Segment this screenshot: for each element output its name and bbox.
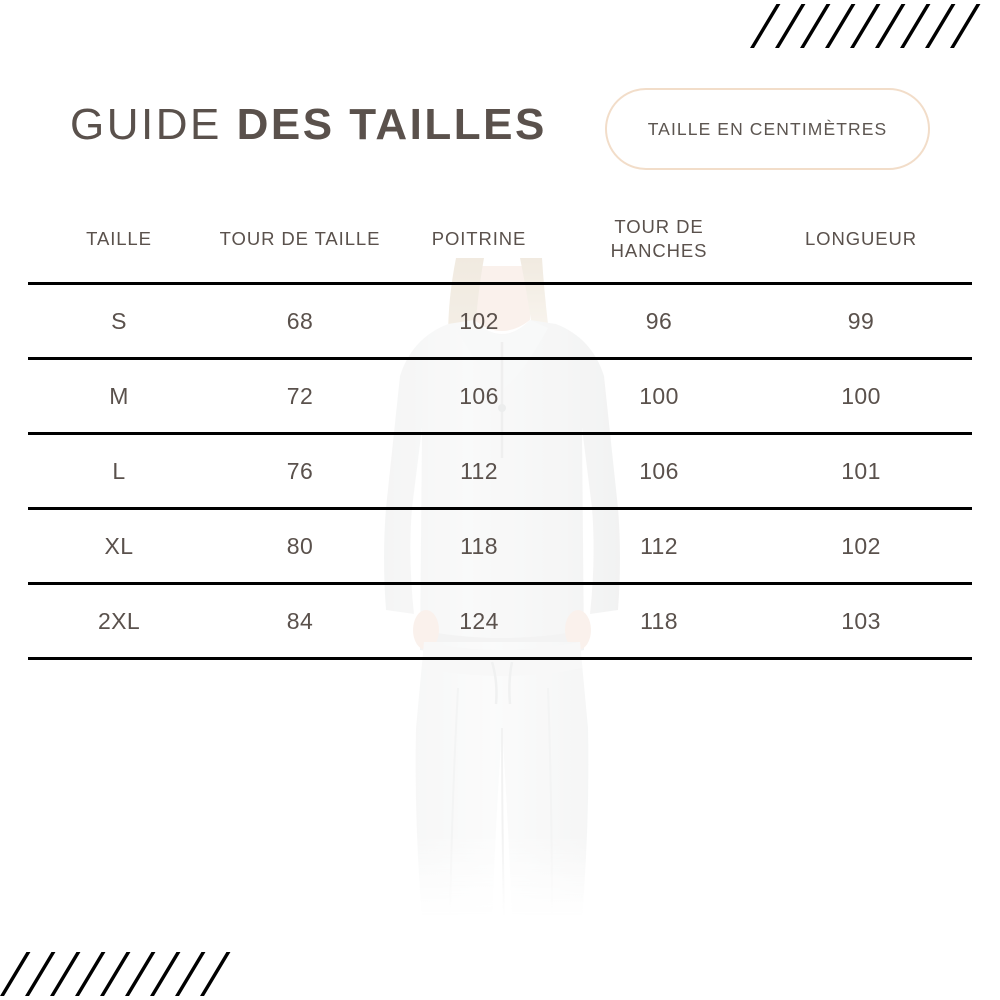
unit-badge-label: TAILLE EN CENTIMÈTRES xyxy=(647,118,888,139)
page-title-light: GUIDE xyxy=(70,100,222,149)
cell-length: 102 xyxy=(841,532,881,559)
cell-size: M xyxy=(109,382,129,409)
cell-size: S xyxy=(111,307,127,334)
cell-length: 103 xyxy=(841,607,881,634)
table-row xyxy=(28,284,972,359)
cell-length: 99 xyxy=(847,307,875,334)
cell-chest: 124 xyxy=(459,607,499,634)
column-header-waist: TOUR DE TAILLE xyxy=(219,227,381,249)
cell-chest: 112 xyxy=(460,457,498,484)
table-row xyxy=(28,584,972,659)
header xyxy=(0,0,1000,200)
cell-hips: 112 xyxy=(640,532,678,559)
stripe xyxy=(0,952,30,996)
cell-length: 100 xyxy=(841,382,881,409)
cell-waist: 68 xyxy=(286,307,314,334)
cell-length: 101 xyxy=(841,457,881,484)
column-header-hips: TOUR DE HANCHES xyxy=(610,215,708,261)
cell-chest: 106 xyxy=(459,382,499,409)
cell-hips: 100 xyxy=(639,382,679,409)
cell-size: L xyxy=(112,457,126,484)
page-title-bold: DES TAILLES xyxy=(236,100,547,149)
size-table xyxy=(28,196,972,660)
cell-size: 2XL xyxy=(97,607,141,634)
table-row xyxy=(28,509,972,584)
unit-badge xyxy=(605,88,930,170)
stripe xyxy=(50,952,80,996)
table-row xyxy=(28,434,972,509)
size-table-body xyxy=(28,284,972,659)
diagonal-stripes-bottom-left-decoration xyxy=(0,944,250,996)
stripe xyxy=(175,952,205,996)
stripe xyxy=(125,952,155,996)
cell-chest: 118 xyxy=(460,532,498,559)
cell-waist: 76 xyxy=(286,457,314,484)
page-title xyxy=(70,100,547,150)
table-row xyxy=(28,359,972,434)
cell-hips: 96 xyxy=(645,307,673,334)
cell-hips: 106 xyxy=(639,457,679,484)
stripe xyxy=(75,952,105,996)
stripe xyxy=(25,952,55,996)
cell-size: XL xyxy=(104,532,134,559)
cell-waist: 72 xyxy=(286,382,314,409)
cell-hips: 118 xyxy=(640,607,678,634)
column-header-size: TAILLE xyxy=(86,227,152,249)
stripe xyxy=(150,952,180,996)
cell-chest: 102 xyxy=(459,307,499,334)
cell-waist: 80 xyxy=(286,532,314,559)
stripe xyxy=(100,952,130,996)
table-header-row xyxy=(28,196,972,284)
column-header-chest: POITRINE xyxy=(431,227,527,249)
column-header-length: LONGUEUR xyxy=(804,227,918,249)
stripe xyxy=(200,952,230,996)
size-table-head xyxy=(28,196,972,284)
cell-waist: 84 xyxy=(286,607,314,634)
